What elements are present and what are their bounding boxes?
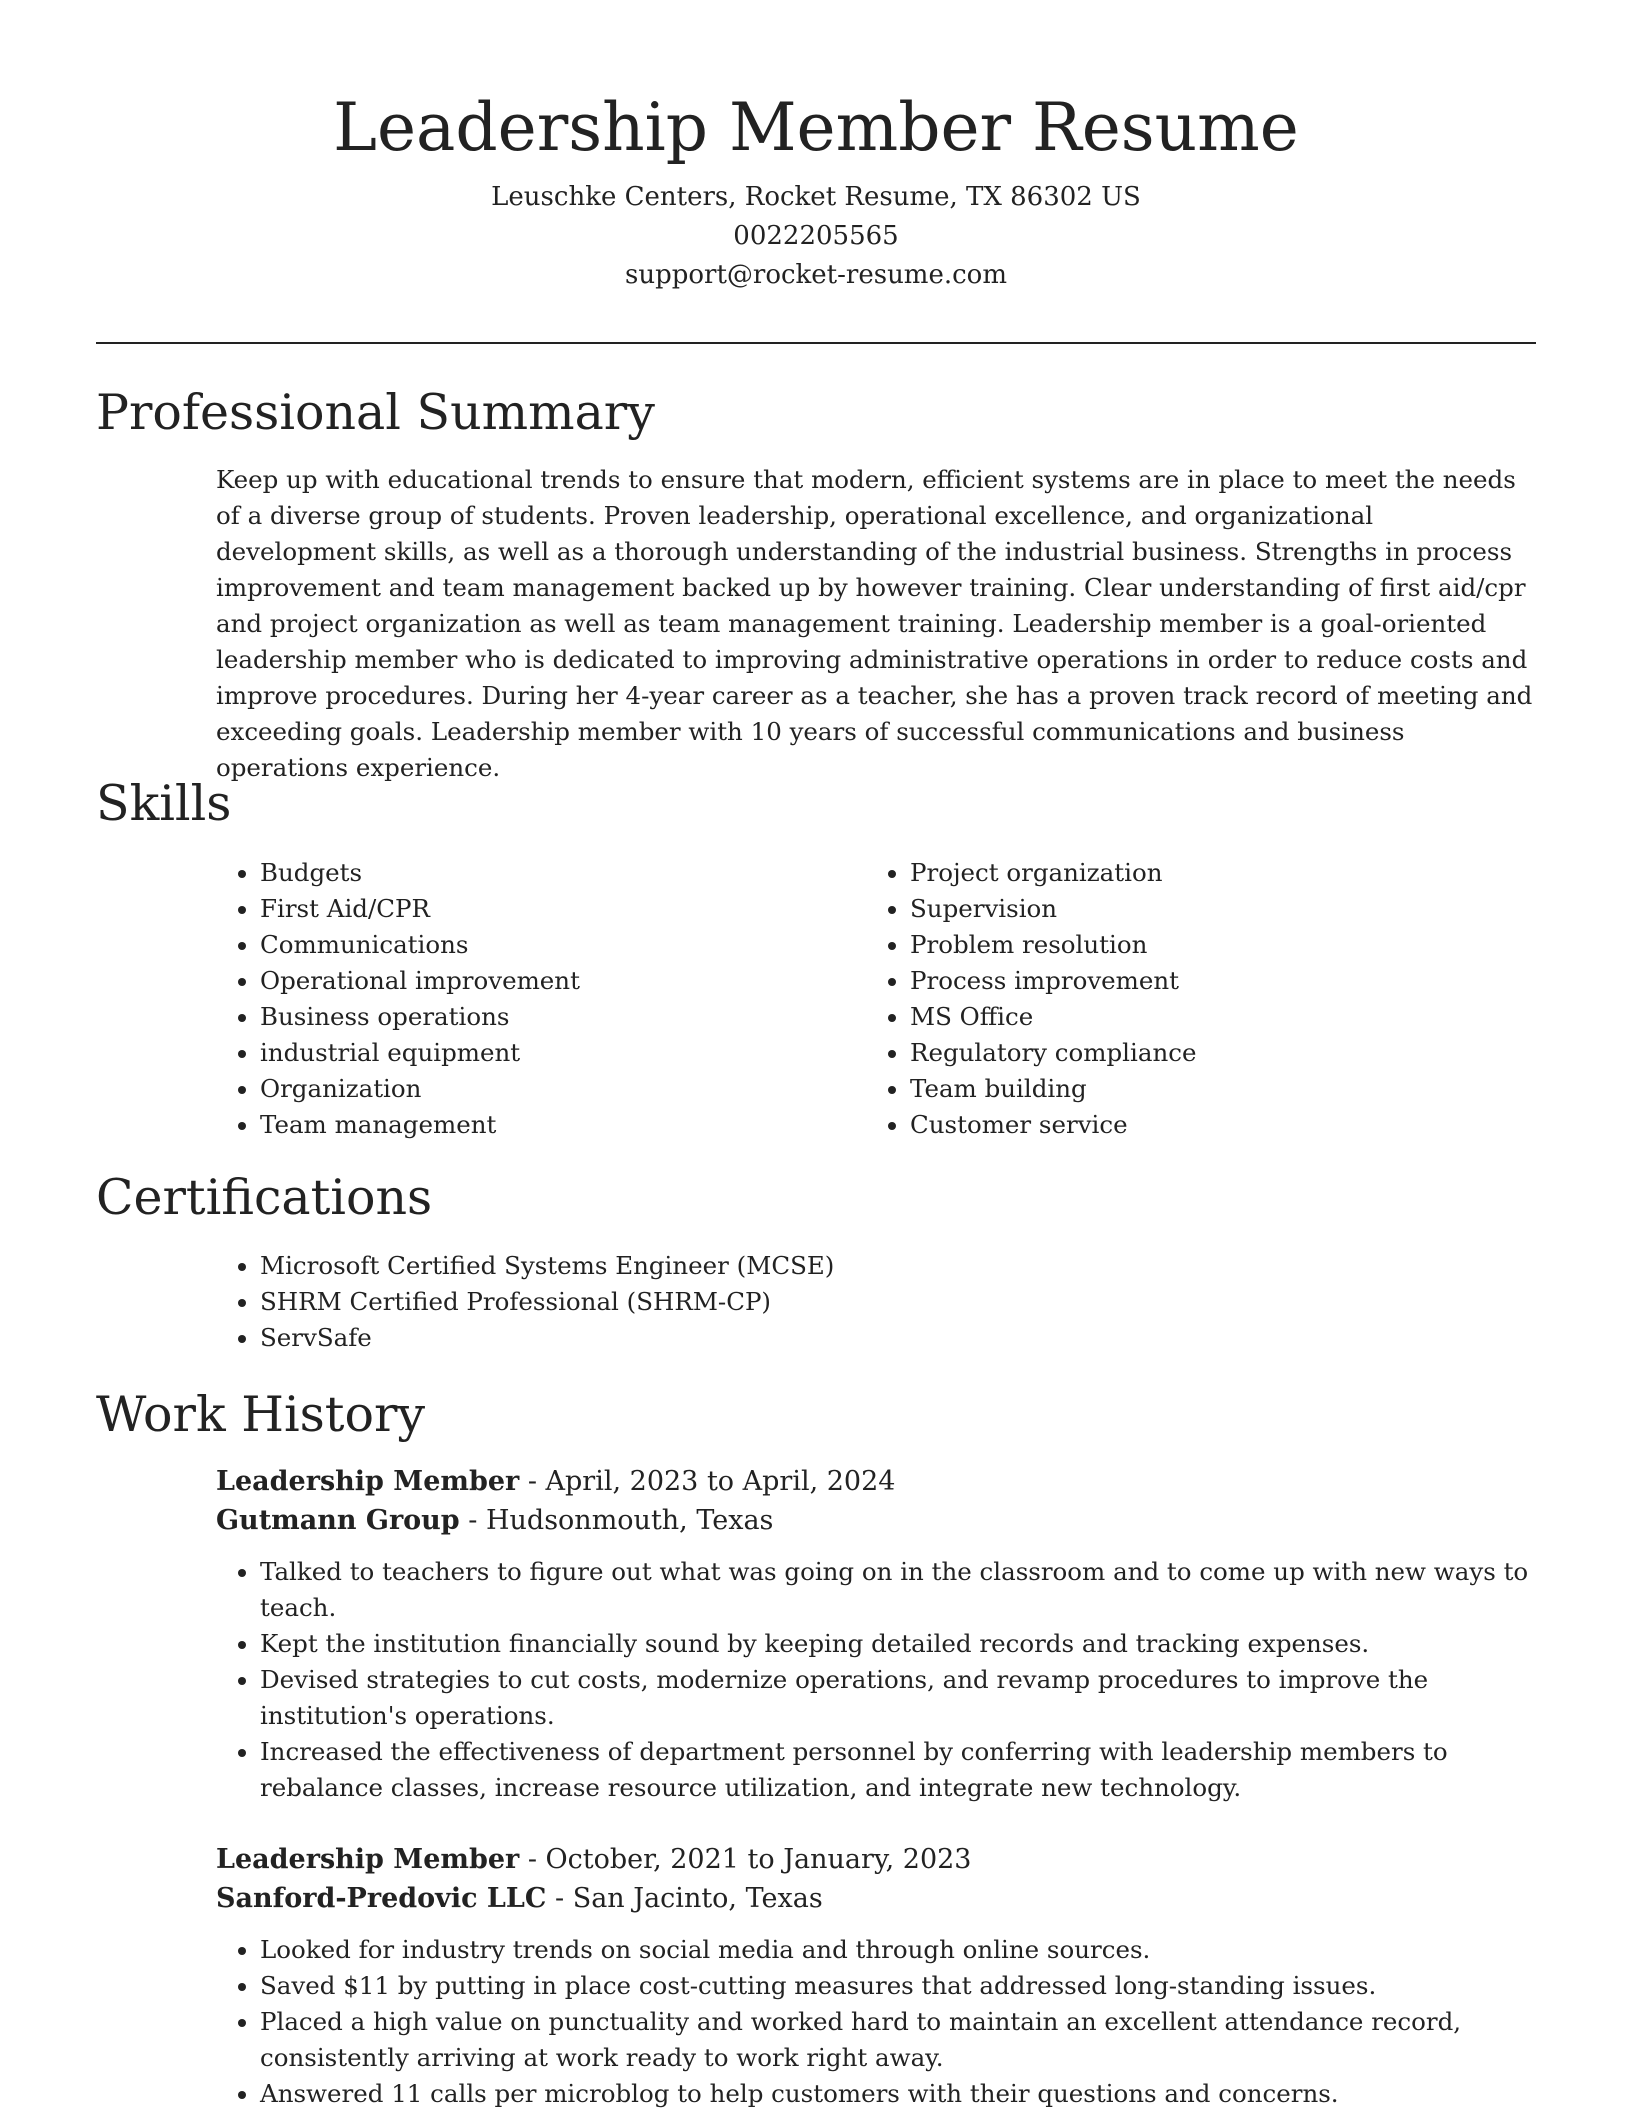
work-history-heading: Work History bbox=[96, 1386, 426, 1443]
job-entry bbox=[216, 1462, 1536, 1806]
job-title: Leadership Member bbox=[216, 1466, 520, 1497]
skill-item: • Supervision bbox=[910, 891, 1550, 927]
job-bullets bbox=[172, 1932, 1536, 2112]
job-title-line bbox=[216, 1840, 1536, 1879]
job-bullet: • Devised strategies to cut costs, modernize operations, and revamp procedures to improve the institution's operations. bbox=[260, 1662, 1536, 1734]
job-location: - San Jacinto, Texas bbox=[546, 1883, 823, 1914]
certifications-list bbox=[216, 1248, 1580, 1356]
skill-item: • Team management bbox=[260, 1107, 900, 1143]
job-company: Gutmann Group bbox=[216, 1505, 460, 1536]
contact-address: Leuschke Centers, Rocket Resume, TX 86302 US bbox=[491, 182, 1141, 212]
job-bullet: • Increased the effectiveness of department personnel by conferring with leadership members to rebalance classes, increase resource utilization, and integrate new technology. bbox=[260, 1734, 1536, 1806]
certification-item: • SHRM Certified Professional (SHRM-CP) bbox=[260, 1284, 1580, 1320]
skills-list-left bbox=[216, 855, 900, 1143]
skill-item: • industrial equipment bbox=[260, 1035, 900, 1071]
skill-item: • Customer service bbox=[910, 1107, 1550, 1143]
skill-item: • Budgets bbox=[260, 855, 900, 891]
job-title-line bbox=[216, 1462, 1536, 1501]
job-company: Sanford-Predovic LLC bbox=[216, 1883, 547, 1914]
job-dates: - October, 2021 to January, 2023 bbox=[519, 1844, 972, 1875]
job-company-line bbox=[216, 1501, 1536, 1540]
job-bullet: • Saved $11 by putting in place cost-cutting measures that addressed long-standing issues. bbox=[260, 1968, 1536, 2004]
certifications-heading: Certifications bbox=[96, 1169, 433, 1226]
job-dates: - April, 2023 to April, 2024 bbox=[519, 1466, 896, 1497]
contact-phone: 0022205565 bbox=[733, 221, 899, 251]
job-bullet: • Placed a high value on punctuality and worked hard to maintain an excellent attendance record, consistently arriving at work ready to work right away. bbox=[260, 2004, 1536, 2076]
skill-item: • Organization bbox=[260, 1071, 900, 1107]
certification-item: • Microsoft Certified Systems Engineer (MCSE) bbox=[260, 1248, 1580, 1284]
resume-title: Leadership Member Resume bbox=[333, 89, 1299, 166]
job-location: - Hudsonmouth, Texas bbox=[459, 1505, 774, 1536]
skill-item: • Business operations bbox=[260, 999, 900, 1035]
job-bullet: • Kept the institution financially sound by keeping detailed records and tracking expenses. bbox=[260, 1626, 1536, 1662]
skill-item: • Problem resolution bbox=[910, 927, 1550, 963]
skill-item: • Team building bbox=[910, 1071, 1550, 1107]
job-entry bbox=[216, 1840, 1536, 2112]
skill-item: • Regulatory compliance bbox=[910, 1035, 1550, 1071]
summary-heading: Professional Summary bbox=[96, 384, 655, 441]
skills-heading: Skills bbox=[96, 775, 232, 832]
job-bullet: • Talked to teachers to figure out what was going on in the classroom and to come up with new ways to teach. bbox=[260, 1554, 1536, 1626]
skill-item: • Project organization bbox=[910, 855, 1550, 891]
skill-item: • Process improvement bbox=[910, 963, 1550, 999]
job-bullets bbox=[172, 1554, 1536, 1806]
summary-text: Keep up with educational trends to ensure that modern, efficient systems are in place to meet the needs of a diverse group of students. Proven leadership, operational excellence, and organizational development skills, as well as a thorough understanding of the industrial business. Strengths in process improvement and team management backed up by however training. Clear understanding of first aid/cpr and project organization as well as team management training. Leadership member is a goal-oriented leadership member who is dedicated to improving administrative operations in order to reduce costs and improve procedures. During her 4-year career as a teacher, she has a proven track record of meeting and exceeding goals. Leadership member with 10 years of successful communications and business operations experience. bbox=[216, 465, 1533, 782]
skills-list-right bbox=[866, 855, 1550, 1143]
job-title: Leadership Member bbox=[216, 1844, 520, 1875]
job-bullet: • Answered 11 calls per microblog to help customers with their questions and concerns. bbox=[260, 2076, 1536, 2112]
certification-item: • ServSafe bbox=[260, 1320, 1580, 1356]
job-company-line bbox=[216, 1879, 1536, 1918]
resume-header bbox=[96, 78, 1536, 295]
skill-item: • MS Office bbox=[910, 999, 1550, 1035]
header-divider bbox=[96, 342, 1536, 344]
skill-item: • First Aid/CPR bbox=[260, 891, 900, 927]
job-bullet: • Looked for industry trends on social media and through online sources. bbox=[260, 1932, 1536, 1968]
contact-email: support@rocket-resume.com bbox=[624, 260, 1007, 290]
skill-item: • Operational improvement bbox=[260, 963, 900, 999]
skill-item: • Communications bbox=[260, 927, 900, 963]
